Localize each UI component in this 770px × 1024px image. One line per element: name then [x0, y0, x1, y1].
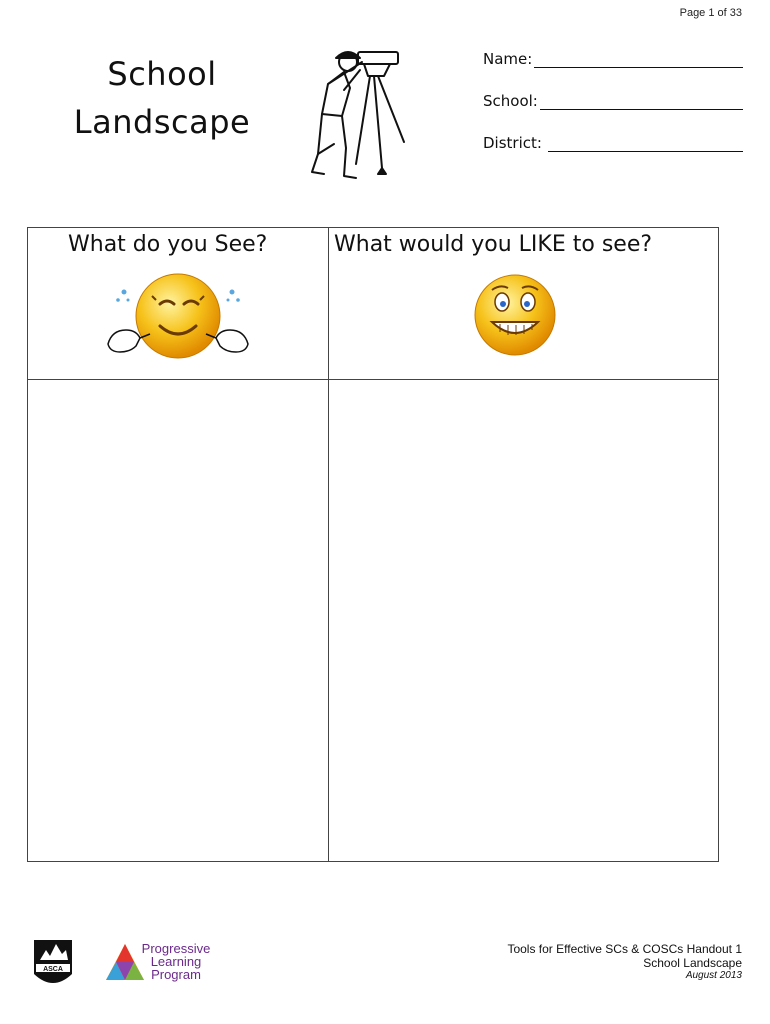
asca-logo	[32, 938, 74, 990]
footer-date: August 2013	[685, 970, 742, 981]
name-field[interactable]	[483, 46, 743, 68]
plp-line-2: Learning	[150, 954, 202, 969]
district-field[interactable]	[483, 130, 743, 152]
grinning-smiley-icon	[470, 270, 560, 360]
info-fields	[483, 46, 743, 172]
asca-logo-text: ASCA	[43, 966, 63, 973]
relaxed-smiley-icon	[102, 270, 254, 370]
response-table	[27, 227, 719, 862]
row-divider	[28, 379, 718, 380]
page-title	[62, 50, 262, 146]
footer-text	[507, 942, 742, 982]
footer-logos	[32, 938, 232, 998]
title-line-1: School	[107, 55, 217, 93]
plp-logo-text	[136, 942, 216, 981]
school-blank-line[interactable]	[540, 93, 743, 110]
column-heading-see: What do you See?	[68, 232, 268, 257]
district-blank-line[interactable]	[548, 135, 743, 152]
plp-line-1: Progressive	[141, 941, 211, 956]
school-field[interactable]	[483, 88, 743, 110]
title-line-2: Landscape	[73, 103, 251, 141]
name-blank-line[interactable]	[534, 51, 743, 68]
column-heading-like: What would you LIKE to see?	[334, 232, 653, 257]
plp-line-3: Program	[151, 967, 201, 982]
page-number: Page 1 of 33	[679, 7, 742, 19]
district-label: District:	[483, 134, 542, 152]
footer-line-2: School Landscape	[643, 956, 742, 970]
column-divider	[328, 228, 329, 861]
footer-line-1: Tools for Effective SCs & COSCs Handout 1	[507, 942, 742, 956]
school-label: School:	[483, 92, 538, 110]
name-label: Name:	[483, 50, 533, 68]
surveyor-illustration	[298, 44, 408, 184]
